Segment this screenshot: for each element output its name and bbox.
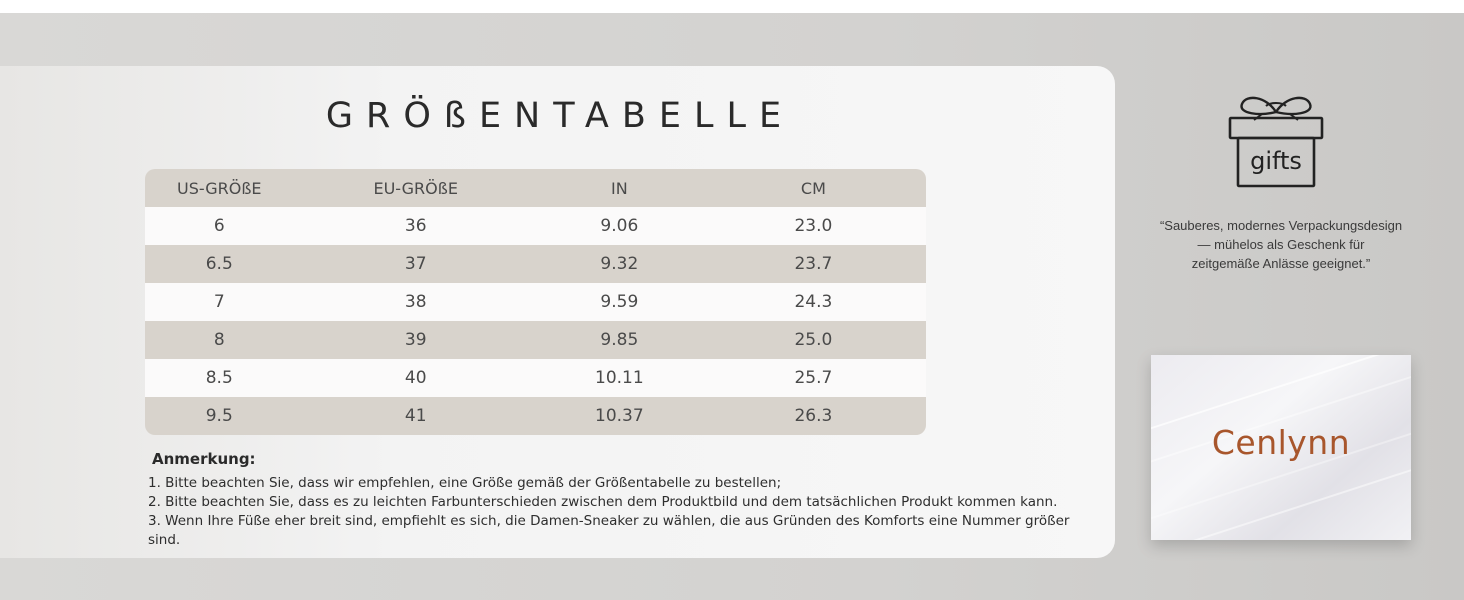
cell-us: 6.5 bbox=[205, 254, 233, 274]
cell-cm: 23.0 bbox=[794, 216, 833, 236]
cell-cm: 26.3 bbox=[794, 406, 833, 426]
quote-line: — mühelos als Geschenk für bbox=[1197, 237, 1365, 252]
table-row bbox=[145, 283, 926, 321]
quote-line: zeitgemäße Anlässe geeignet.” bbox=[1191, 256, 1371, 271]
gift-quote bbox=[1128, 216, 1434, 273]
cell-us: 8 bbox=[213, 330, 225, 350]
cell-in: 9.59 bbox=[600, 292, 639, 312]
texture-streak bbox=[1151, 355, 1411, 433]
cell-cm: 24.3 bbox=[794, 292, 833, 312]
header-cm: CM bbox=[800, 178, 826, 198]
table-header-row bbox=[145, 169, 926, 207]
header-us-size: US-GRÖßE bbox=[177, 178, 262, 198]
notes-title: Anmerkung: bbox=[152, 450, 256, 468]
size-table bbox=[145, 169, 926, 435]
header-eu-size: EU-GRÖßE bbox=[373, 178, 458, 198]
cell-eu: 40 bbox=[404, 368, 427, 388]
note-item: 2. Bitte beachten Sie, dass es zu leichten Farbunterschieden zwischen dem Produktbild und dem tatsächlichen Produkt kommen kann. bbox=[148, 494, 1058, 510]
cell-cm: 25.7 bbox=[794, 368, 833, 388]
cell-us: 9.5 bbox=[205, 406, 233, 426]
cell-cm: 25.0 bbox=[794, 330, 833, 350]
gift-box-icon bbox=[1226, 90, 1326, 190]
quote-line: “Sauberes, modernes Verpackungsdesign bbox=[1159, 218, 1403, 233]
cell-us: 7 bbox=[213, 292, 225, 312]
table-row bbox=[145, 321, 926, 359]
cell-cm: 23.7 bbox=[794, 254, 833, 274]
table-row bbox=[145, 397, 926, 435]
texture-streak bbox=[1158, 459, 1411, 540]
cell-us: 8.5 bbox=[205, 368, 233, 388]
cell-eu: 39 bbox=[404, 330, 427, 350]
brand-logo: Cenlynn bbox=[1211, 423, 1351, 462]
note-item: 3. Wenn Ihre Füße eher breit sind, empfiehlt es sich, die Damen-Sneaker zu wählen, die aus Gründen des Komforts eine Nummer größer bbox=[148, 513, 1070, 529]
cell-eu: 41 bbox=[404, 406, 427, 426]
cell-in: 9.06 bbox=[600, 216, 639, 236]
cell-in: 10.11 bbox=[595, 368, 644, 388]
table-row bbox=[145, 245, 926, 283]
gift-label: gifts bbox=[1250, 147, 1302, 175]
cell-in: 9.32 bbox=[600, 254, 639, 274]
note-item: sind. bbox=[148, 532, 181, 548]
page-title: GRÖßENTABELLE bbox=[325, 96, 795, 136]
cell-in: 10.37 bbox=[595, 406, 644, 426]
note-item: 1. Bitte beachten Sie, dass wir empfehlen, eine Größe gemäß der Größentabelle zu bestellen; bbox=[148, 475, 782, 491]
notes-list bbox=[148, 474, 1116, 550]
cell-eu: 37 bbox=[404, 254, 427, 274]
cell-us: 6 bbox=[213, 216, 225, 236]
cell-eu: 38 bbox=[404, 292, 427, 312]
brand-card bbox=[1151, 355, 1411, 540]
cell-eu: 36 bbox=[404, 216, 427, 236]
header-in: IN bbox=[611, 178, 628, 198]
cell-in: 9.85 bbox=[600, 330, 639, 350]
table-row bbox=[145, 359, 926, 397]
table-row bbox=[145, 207, 926, 245]
